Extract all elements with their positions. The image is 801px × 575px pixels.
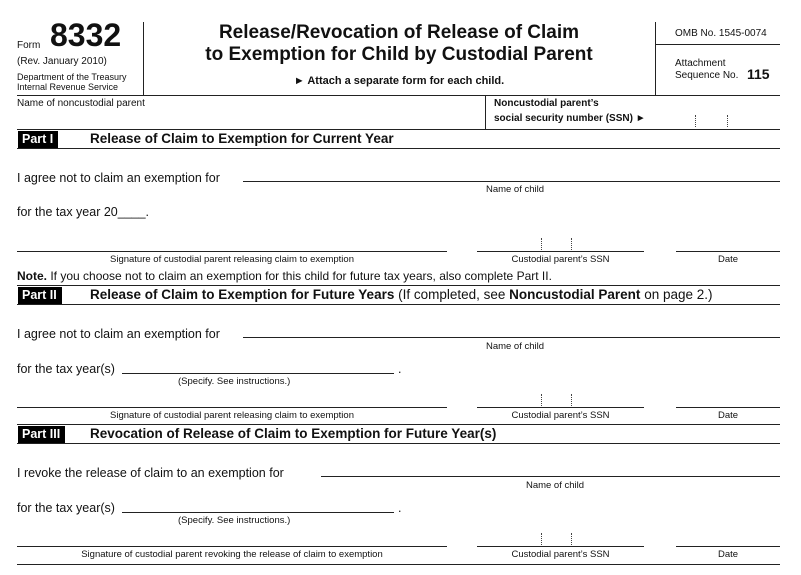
part3-date-caption: Date [717,549,739,560]
part2-title [90,287,713,302]
part3-title-rule [17,443,780,444]
ssn-separator [541,533,542,545]
name-row-divider [485,95,486,129]
ssn-separator [571,533,572,545]
part2-ssn-caption: Custodial parent’s SSN [511,410,610,421]
part1-name-of-child-caption: Name of child [485,184,545,195]
part1-signature-caption: Signature of custodial parent releasing claim to exemption [110,254,354,265]
department-line: Department of the Treasury [17,72,127,82]
omb-underline [656,44,780,45]
ssn-separator [541,394,542,406]
part2-name-of-child-caption: Name of child [485,341,545,352]
part2-badge: Part II [18,287,62,304]
part2-title-suffix-2: on page 2.) [640,287,713,302]
note-text: If you choose not to claim an exemption for this child for future tax years, also complete Part II. [47,269,552,283]
part1-ssn-line[interactable] [477,251,644,252]
part2-signature-line[interactable] [17,407,447,408]
header-divider-right [655,22,656,95]
irs-line: Internal Revenue Service [17,82,119,92]
part1-signature-line[interactable] [17,251,447,252]
form-title-line1: Release/Revocation of Release of Claim [218,22,580,43]
ssn-separator [727,115,728,127]
form-number: 8332 [50,17,122,53]
form-word: Form [17,40,41,51]
part3-badge: Part III [18,426,65,443]
attach-note: ► Attach a separate form for each child. [293,75,505,87]
part2-child-name-line[interactable] [243,337,780,338]
form-bottom-rule [17,564,780,565]
ssn-separator [695,115,696,127]
ssn-separator [571,238,572,250]
part3-date-line[interactable] [676,546,780,547]
attachment-label: Attachment [675,58,726,69]
part3-signature-line[interactable] [17,546,447,547]
sequence-label: Sequence No. [675,70,739,81]
form-header [0,0,801,95]
part2-specify-caption: (Specify. See instructions.) [178,376,291,387]
noncustodial-ssn-field[interactable] [660,110,775,128]
part2-title-main: Release of Claim to Exemption for Future Years [90,287,395,302]
part1-title: Release of Claim to Exemption for Current Year [90,131,394,146]
part3-child-name-line[interactable] [321,476,780,477]
noncustodial-ssn-label-2: social security number (SSN) ► [494,113,646,124]
part3-revoke-text: I revoke the release of claim to an exemption for [17,466,284,480]
part3-title: Revocation of Release of Claim to Exemption for Future Year(s) [90,426,497,441]
header-bottom-rule [17,95,780,96]
omb-number: OMB No. 1545-0074 [675,28,767,39]
part2-ssn-line[interactable] [477,407,644,408]
ssn-separator [571,394,572,406]
part2-period: . [398,362,402,376]
part3-period: . [398,501,402,515]
part2-agree-text: I agree not to claim an exemption for [17,327,220,341]
part1-top-rule [17,129,780,130]
part1-title-rule [17,148,780,149]
part1-child-name-line[interactable] [243,181,780,182]
part3-name-of-child-caption: Name of child [525,480,585,491]
part2-tax-years-text: for the tax year(s) [17,362,115,376]
noncustodial-name-label: Name of noncustodial parent [17,98,145,109]
part2-tax-years-line[interactable] [122,373,394,374]
part3-tax-years-line[interactable] [122,512,394,513]
part1-date-caption: Date [717,254,739,265]
part3-signature-caption: Signature of custodial parent revoking the release of claim to exemption [81,549,383,560]
part1-badge: Part I [18,131,58,148]
ssn-separator [541,238,542,250]
part1-date-line[interactable] [676,251,780,252]
noncustodial-name-field[interactable] [17,110,483,128]
part3-ssn-line[interactable] [477,546,644,547]
part2-signature-caption: Signature of custodial parent releasing claim to exemption [110,410,354,421]
part1-note [17,269,552,283]
part1-ssn-caption: Custodial parent’s SSN [511,254,610,265]
revision-date: (Rev. January 2010) [17,56,107,67]
sequence-number: 115 [747,66,770,82]
part2-top-rule [17,285,780,286]
form-title-line2: to Exemption for Child by Custodial Parent [205,44,593,65]
part2-date-caption: Date [717,410,739,421]
part2-title-suffix-1: (If completed, see [394,287,510,302]
part3-specify-caption: (Specify. See instructions.) [178,515,291,526]
part2-title-suffix-bold: Noncustodial Parent [509,287,641,302]
noncustodial-ssn-label-1: Noncustodial parent’s [494,98,599,109]
part3-tax-years-text: for the tax year(s) [17,501,115,515]
part3-ssn-caption: Custodial parent’s SSN [511,549,610,560]
part1-agree-text: I agree not to claim an exemption for [17,171,220,185]
part3-top-rule [17,424,780,425]
note-label: Note. [17,269,47,283]
part1-tax-year-text: for the tax year 20____. [17,205,150,219]
part2-title-rule [17,304,780,305]
part2-date-line[interactable] [676,407,780,408]
